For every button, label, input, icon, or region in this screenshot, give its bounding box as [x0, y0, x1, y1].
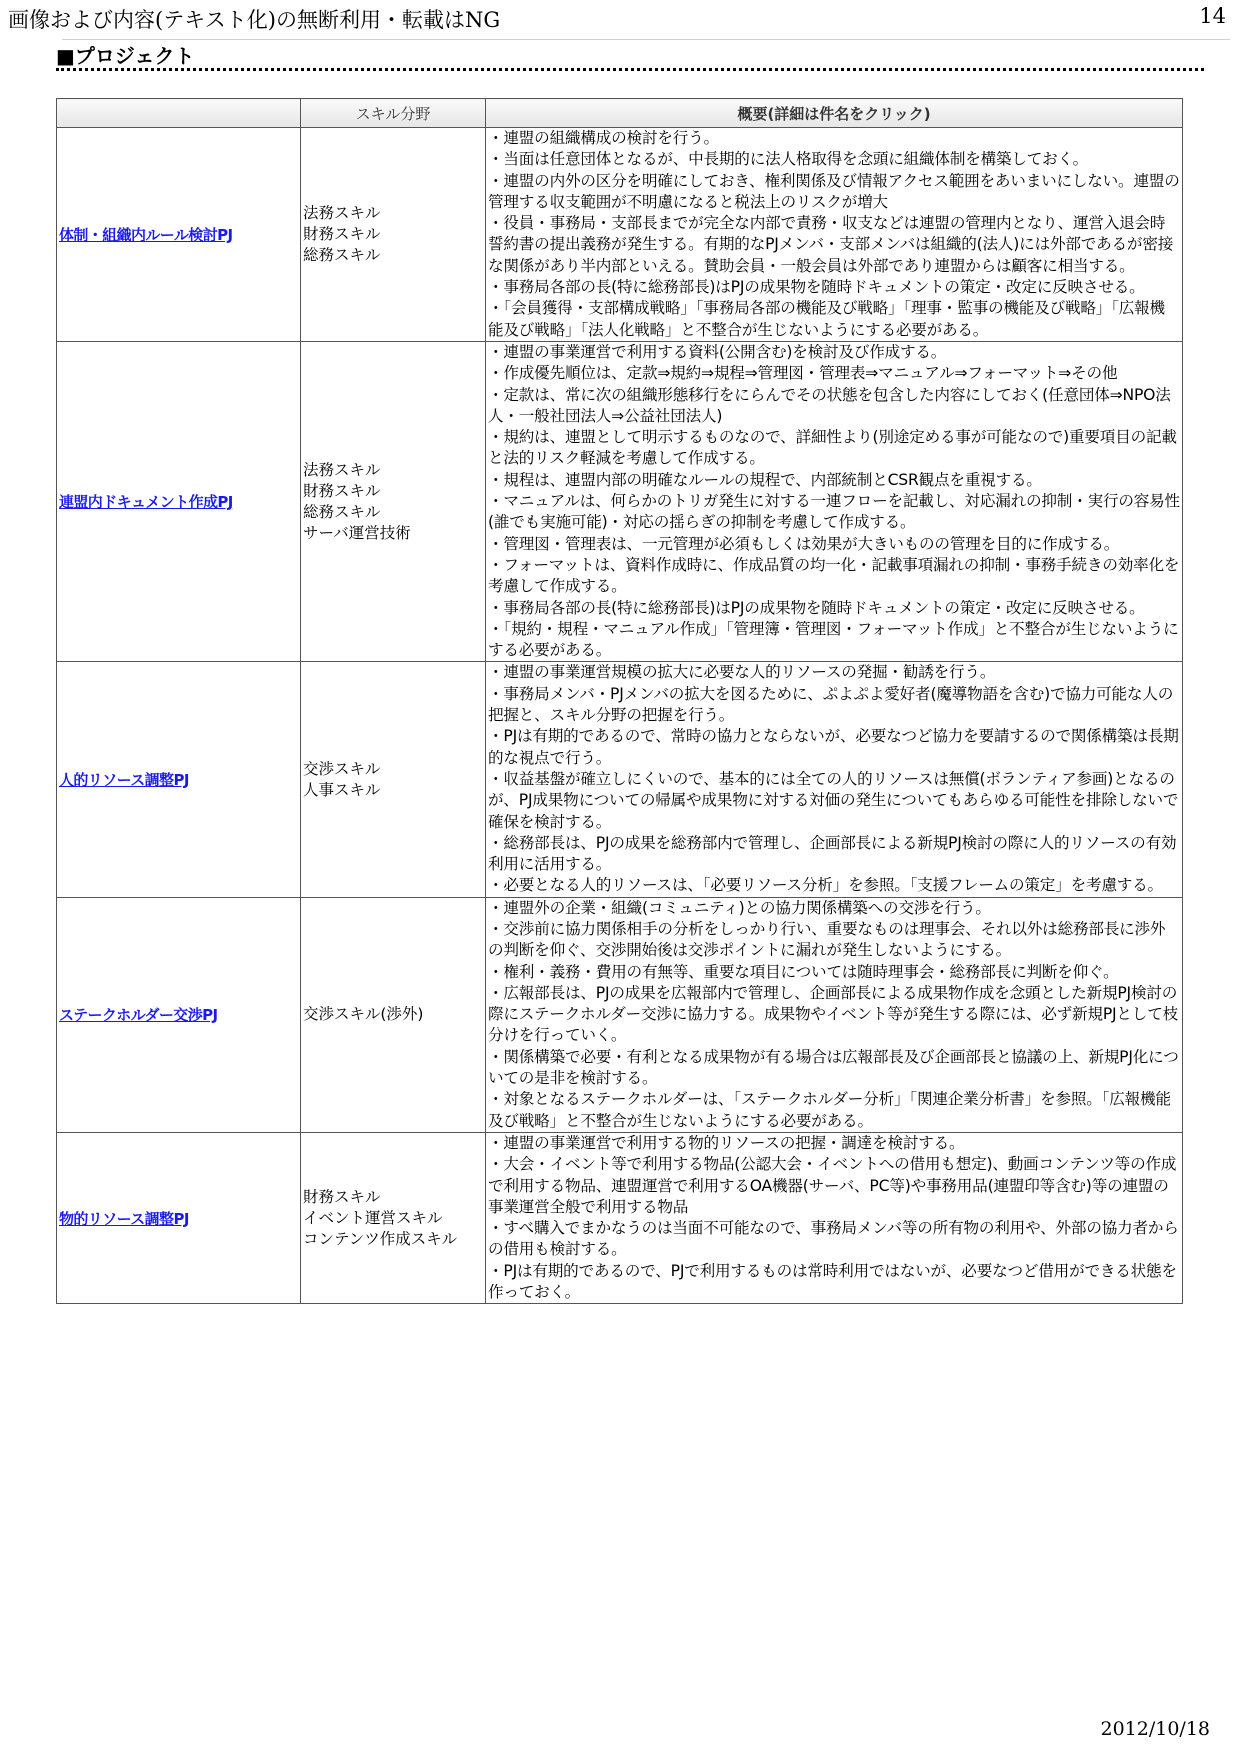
summary-line: ・当面は任意団体となるが、中長期的に法人格取得を念頭に組織体制を構築しておく。 [488, 150, 1089, 169]
table-row [57, 341, 1183, 661]
project-name-cell [57, 1132, 301, 1303]
table-row [57, 662, 1183, 897]
summary-line: ・必要となる人的リソースは、「必要リソース分析」を参照。「支援フレームの策定」を考慮する。 [488, 876, 1163, 895]
section-title: ■プロジェクト [56, 44, 195, 68]
skills-cell [301, 341, 486, 661]
summary-line: ・「規約・規程・マニュアル作成」「管理簿・管理図・フォーマット作成」と不整合が生じないようにする必要がある。 [488, 619, 1179, 660]
skill-item: サーバ運営技術 [303, 523, 411, 542]
skill-item: コンテンツ作成スキル [303, 1229, 458, 1248]
skills-cell [301, 662, 486, 897]
summary-line: ・連盟外の企業・組織(コミュニティ)との協力関係構築への交渉を行う。 [488, 898, 991, 917]
table-row [57, 1132, 1183, 1303]
copyright-notice: 画像および内容(テキスト化)の無断利用・転載はNG [8, 8, 501, 32]
page-number: 14 [1199, 4, 1226, 28]
project-link-material-resources[interactable]: 物的リソース調整PJ [59, 1209, 189, 1228]
project-name-cell [57, 341, 301, 661]
table-row [57, 128, 1183, 342]
skill-item: 法務スキル [303, 460, 381, 479]
summary-line: ・事務局各部の長(特に総務部長)はPJの成果物を随時ドキュメントの策定・改定に反映させる。 [488, 598, 1145, 617]
footer-date: 2012/10/18 [1100, 1718, 1210, 1740]
summary-line: ・収益基盤が確立しにくいので、基本的には全ての人的リソースは無償(ボランティア参画)となるのが、PJ成果物についての帰属や成果物に対する対価の発生についてもあらゆる可能性を排除しないで確保を検討する。 [488, 769, 1179, 831]
summary-line: ・マニュアルは、何らかのトリガ発生に対する一連フローを記載し、対応漏れの抑制・実行の容易性(誰でも実施可能)・対応の揺らぎの抑制を考慮して作成する。 [488, 492, 1180, 532]
summary-line: ・規程は、連盟内部の明確なルールの規程で、内部統制とCSR観点を重視する。 [488, 470, 1042, 489]
skill-item: 財務スキル [303, 1187, 381, 1206]
summary-line: ・すべ購入でまかなうのは当面不可能なので、事務局メンバ等の所有物の利用や、外部の協力者からの借用も検討する。 [488, 1219, 1179, 1259]
skills-cell [301, 128, 486, 342]
project-table [56, 98, 1183, 1304]
summary-line: ・定款は、常に次の組織形態移行をにらんでその状態を包含した内容にしておく(任意団体⇒NPO法人・一般社団法人⇒公益社団法人) [488, 385, 1171, 425]
summary-line: ・連盟の事業運営で利用する物的リソースの把握・調達を検討する。 [488, 1133, 965, 1152]
project-link-stakeholder[interactable]: ステークホルダー交渉PJ [59, 1006, 218, 1025]
summary-line: ・管理図・管理表は、一元管理が必須もしくは効果が大きいものの管理を目的に作成する。 [488, 534, 1120, 553]
header-divider [62, 39, 1230, 40]
summary-line: ・連盟の内外の区分を明確にしておき、権利関係及び情報アクセス範囲をあいまいにしない。連盟の管理する収支範囲が不明慮になると税法上のリスクが増大 [488, 171, 1180, 211]
skills-cell [301, 897, 486, 1132]
section-dotted-rule [56, 68, 1204, 71]
column-header-skills: スキル分野 [301, 99, 486, 128]
summary-cell [486, 662, 1183, 897]
summary-line: ・総務部長は、PJの成果を総務部内で管理し、企画部長による新規PJ検討の際に人的リソースの有効利用に活用する。 [488, 833, 1177, 874]
summary-line: ・連盟の事業運営規模の拡大に必要な人的リソースの発掘・勧誘を行う。 [488, 663, 996, 682]
column-header-summary: 概要(詳細は件名をクリック) [486, 99, 1183, 128]
summary-line: ・関係構築で必要・有利となる成果物が有る場合は広報部長及び企画部長と協議の上、新規PJ化についての是非を検討する。 [488, 1047, 1179, 1088]
table-header-row [57, 99, 1183, 128]
skill-item: 総務スキル [303, 502, 381, 521]
summary-line: ・事務局各部の長(特に総務部長)はPJの成果物を随時ドキュメントの策定・改定に反映させる。 [488, 278, 1145, 297]
summary-line: ・連盟の事業運営で利用する資料(公開含む)を検討及び作成する。 [488, 342, 947, 361]
summary-line: ・交渉前に協力関係相手の分析をしっかり行い、重要なものは理事会、それ以外は総務部長に渉外の判断を仰ぐ、交渉開始後は交渉ポイントに漏れが発生しないようにする。 [488, 919, 1166, 960]
summary-line: ・広報部長は、PJの成果を広報部内で管理し、企画部長による成果物作成を念頭とした新規PJ検討の際にステークホルダー交渉に協力する。成果物やイベント等が発生する際には、必ず新規PJとして枝分けを行っていく。 [488, 983, 1178, 1045]
summary-line: ・権利・義務・費用の有無等、重要な項目については随時理事会・総務部長に判断を仰ぐ。 [488, 962, 1119, 981]
skill-item: 法務スキル [303, 203, 381, 222]
project-link-human-resources[interactable]: 人的リソース調整PJ [59, 771, 189, 790]
summary-cell [486, 341, 1183, 661]
project-name-cell [57, 128, 301, 342]
summary-line: ・PJは有期的であるので、PJで利用するものは常時利用ではないが、必要なつど借用ができる状態を作っておく。 [488, 1261, 1177, 1302]
skill-item: イベント運営スキル [303, 1208, 443, 1227]
table-row [57, 897, 1183, 1132]
summary-cell [486, 897, 1183, 1132]
summary-line: ・「会員獲得・支部構成戦略」「事務局各部の機能及び戦略」「理事・監事の機能及び戦略」「広報機能及び戦略」「法人化戦略」と不整合が生じないようにする必要がある。 [488, 299, 1165, 339]
skill-item: 交渉スキル [303, 759, 381, 778]
summary-cell [486, 1132, 1183, 1303]
summary-line: ・大会・イベント等で利用する物品(公認大会・イベントへの借用も想定)、動画コンテンツ等の作成で利用する物品、連盟運営で利用するOA機器(サーバ、PC等)や事務用品(連盟印等含む)等の連盟の事業運営全般で利用する物品 [488, 1155, 1177, 1216]
project-name-cell [57, 662, 301, 897]
summary-line: ・フォーマットは、資料作成時に、作成品質の均一化・記載事項漏れの抑制・事務手続きの効率化を考慮して作成する。 [488, 555, 1180, 596]
project-name-cell [57, 897, 301, 1132]
skill-item: 財務スキル [303, 481, 381, 500]
skill-item: 交渉スキル(渉外) [303, 1005, 424, 1024]
summary-line: ・連盟の組織構成の検討を行う。 [488, 129, 719, 147]
skill-item: 財務スキル [303, 224, 381, 243]
summary-line: ・規約は、連盟として明示するものなので、詳細性より(別途定める事が可能なので)重要項目の記載と法的リスク軽減を考慮して作成する。 [488, 428, 1177, 468]
column-header-name [57, 99, 301, 128]
project-link-organization-rules[interactable]: 体制・組織内ルール検討PJ [59, 225, 233, 244]
summary-line: ・対象となるステークホルダーは、「ステークホルダー分析」「関連企業分析書」を参照。「広報機能及び戦略」と不整合が生じないようにする必要がある。 [488, 1090, 1171, 1130]
skills-cell [301, 1132, 486, 1303]
project-link-document-creation[interactable]: 連盟内ドキュメント作成PJ [59, 493, 233, 512]
summary-line: ・PJは有期的であるので、常時の協力とならないが、必要なつど協力を要請するので関係構築は長期的な視点で行う。 [488, 727, 1179, 767]
skill-item: 人事スキル [303, 780, 381, 799]
summary-line: ・役員・事務局・支部長までが完全な内部で責務・収支などは連盟の管理内となり、運営入退会時誓約書の提出義務が発生する。有期的なPJメンバ・支部メンバは組織的(法人)には外部であるが密接な関係があり半内部といえる。賛助会員・一般会員は外部であり連盟からは顧客に相当する。 [488, 214, 1174, 275]
summary-cell [486, 128, 1183, 342]
summary-line: ・事務局メンバ・PJメンバの拡大を図るために、ぷよぷよ愛好者(魔導物語を含む)で協力可能な人の把握と、スキル分野の把握を行う。 [488, 684, 1174, 725]
summary-line: ・作成優先順位は、定款⇒規約⇒規程⇒管理図・管理表⇒マニュアル⇒フォーマット⇒その他 [488, 364, 1118, 383]
skill-item: 総務スキル [303, 245, 381, 264]
